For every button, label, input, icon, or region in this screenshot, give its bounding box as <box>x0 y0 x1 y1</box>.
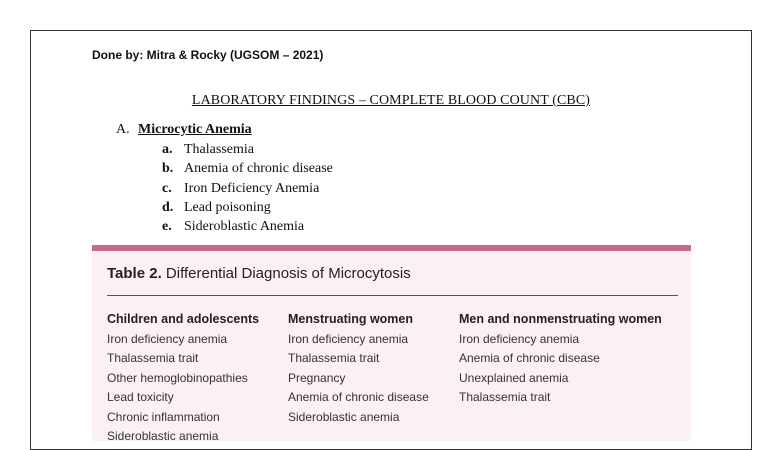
list-marker: b. <box>162 161 174 177</box>
column-header: Menstruating women <box>288 312 414 326</box>
table-column-menstruating-women <box>288 310 429 427</box>
table-divider <box>107 295 678 296</box>
table-cell: Sideroblastic anemia <box>107 429 219 443</box>
section-letter: A. <box>116 122 130 137</box>
list-marker: e. <box>162 219 172 235</box>
table-cell: Chronic inflammation <box>107 409 220 424</box>
table-label: Table 2. <box>107 265 162 282</box>
list-item <box>162 179 333 198</box>
table-cell: Lead toxicity <box>107 390 174 404</box>
table-column-children <box>107 310 259 447</box>
table-cell: Iron deficiency anemia <box>107 331 228 346</box>
table-caption <box>107 265 411 282</box>
table-cell: Thalassemia trait <box>459 390 551 404</box>
cause-list <box>162 140 333 236</box>
differential-diagnosis-table <box>92 245 691 441</box>
table-column-men-nonmenstruating <box>459 310 662 408</box>
table-cell: Other hemoglobinopathies <box>107 370 248 385</box>
author-credit: Done by: Mitra & Rocky (UGSOM – 2021) <box>92 48 324 62</box>
list-item <box>162 140 333 159</box>
list-item-text: Iron Deficiency Anemia <box>184 180 320 196</box>
table-cell: Thalassemia trait <box>288 351 380 365</box>
column-header: Men and nonmenstruating women <box>459 312 662 326</box>
table-cell: Sideroblastic anemia <box>288 409 400 424</box>
document-title: LABORATORY FINDINGS – COMPLETE BLOOD COUNT (CBC) <box>191 93 591 108</box>
list-item <box>162 159 333 178</box>
table-cell: Anemia of chronic disease <box>288 390 429 404</box>
list-item-text: Lead poisoning <box>184 199 271 215</box>
table-cell: Iron deficiency anemia <box>288 331 409 346</box>
list-marker: c. <box>162 180 172 196</box>
list-marker: d. <box>162 199 174 215</box>
list-item <box>162 217 333 236</box>
section-heading <box>116 122 252 138</box>
column-header: Children and adolescents <box>107 312 260 326</box>
table-cell: Iron deficiency anemia <box>459 331 580 346</box>
list-item <box>162 198 333 217</box>
table-cell: Pregnancy <box>288 370 346 385</box>
table-cell: Unexplained anemia <box>459 370 569 385</box>
table-cell: Thalassemia trait <box>107 351 199 365</box>
list-item-text: Anemia of chronic disease <box>184 161 333 177</box>
section-name: Microcytic Anemia <box>138 122 252 137</box>
list-marker: a. <box>162 142 173 157</box>
list-item-text: Sideroblastic Anemia <box>184 219 305 235</box>
table-title: Differential Diagnosis of Microcytosis <box>165 265 411 282</box>
list-item-text: Thalassemia <box>184 142 254 157</box>
table-cell: Anemia of chronic disease <box>459 351 600 365</box>
